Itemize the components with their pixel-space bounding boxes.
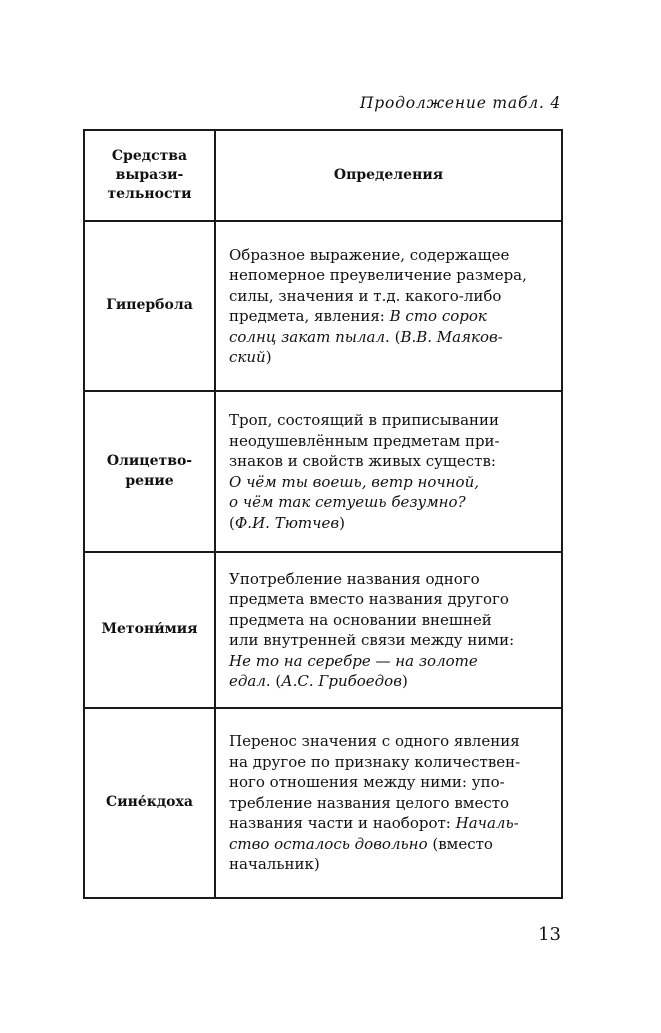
definition-text: начальник) bbox=[229, 855, 320, 874]
definition-cell bbox=[215, 552, 562, 708]
definition-line bbox=[229, 630, 553, 651]
example-quote-text: В.В. Маяков- bbox=[400, 327, 503, 346]
header-means-line: вырази- bbox=[115, 167, 184, 183]
definition-text: Троп, состоящий в приписывании bbox=[229, 411, 500, 429]
example-quote-text: Началь- bbox=[455, 814, 519, 833]
definition-text: ) bbox=[265, 348, 272, 366]
definition-line bbox=[229, 834, 553, 855]
definition-text: (вместо bbox=[427, 834, 493, 853]
definition-text: . ( bbox=[265, 672, 282, 690]
definition-line bbox=[229, 245, 553, 266]
definition-text: Употребление названия одного bbox=[229, 569, 480, 588]
definition-text: предмета на основании внешней bbox=[229, 610, 492, 629]
definition-line bbox=[229, 431, 553, 452]
term-name: рение bbox=[125, 472, 174, 489]
definition-line bbox=[229, 610, 553, 631]
term-name: Метони́мия bbox=[101, 621, 198, 638]
definition-text: знаков и свойств живых существ: bbox=[229, 452, 496, 470]
definition-line bbox=[229, 589, 553, 610]
table-row bbox=[84, 552, 562, 708]
definition-line bbox=[229, 752, 553, 773]
definition-line bbox=[229, 772, 553, 793]
definition-text: предмета, явления: bbox=[229, 307, 390, 325]
definition-text: Перенос значения с одного явления bbox=[229, 732, 520, 751]
definition-line bbox=[229, 327, 553, 348]
definition-text: Образное выражение, содержащее bbox=[229, 245, 510, 264]
header-means-line: Средства bbox=[111, 148, 188, 164]
definition-cell bbox=[215, 391, 562, 552]
definition-line bbox=[229, 472, 553, 493]
definition-text: силы, значения и т.д. какого-либо bbox=[229, 286, 502, 305]
definition-text: непомерное преувеличение размера, bbox=[229, 266, 527, 284]
definition-text: ного отношения между ними: упо- bbox=[229, 773, 505, 792]
table-header-row bbox=[84, 130, 562, 221]
definition-line bbox=[229, 492, 553, 513]
definition-text: . ( bbox=[385, 327, 401, 346]
terms-table bbox=[83, 129, 563, 899]
definition-line bbox=[229, 286, 553, 307]
definition-line bbox=[229, 813, 553, 834]
example-quote-text: о чём так сетуешь безумно? bbox=[229, 493, 466, 511]
term-cell bbox=[84, 552, 215, 708]
example-quote-text: Не то на серебре — на золоте bbox=[229, 651, 478, 670]
table-row bbox=[84, 221, 562, 391]
definition-line bbox=[229, 410, 553, 431]
definition-text: ) bbox=[401, 672, 408, 690]
definition-line bbox=[229, 347, 553, 368]
definition-cell bbox=[215, 708, 562, 898]
term-name: Гипербола bbox=[106, 297, 193, 314]
definition-text: названия части и наоборот: bbox=[229, 814, 456, 833]
example-quote-text: В сто сорок bbox=[389, 307, 487, 325]
example-quote-text: едал bbox=[229, 672, 266, 690]
example-quote-text: ство осталось довольно bbox=[229, 834, 428, 853]
definition-line bbox=[229, 569, 553, 590]
term-name: Олицетво- bbox=[106, 453, 193, 469]
term-cell bbox=[84, 708, 215, 898]
example-quote-text: А.С. Грибоедов bbox=[281, 672, 402, 690]
header-means-line: тельности bbox=[107, 186, 192, 202]
term-cell bbox=[84, 221, 215, 391]
example-quote-text: О чём ты воешь, ветр ночной, bbox=[229, 472, 480, 491]
definition-line bbox=[229, 451, 553, 472]
definition-line bbox=[229, 731, 553, 752]
page-number: 13 bbox=[538, 924, 561, 945]
example-quote-text: Ф.И. Тютчев bbox=[234, 513, 340, 532]
definition-line bbox=[229, 265, 553, 286]
definition-text: или внутренней связи между ними: bbox=[229, 631, 515, 649]
definition-line bbox=[229, 306, 553, 327]
example-quote-text: солнц закат пылал bbox=[229, 327, 386, 346]
header-definitions: Определения bbox=[215, 130, 562, 221]
definition-text: требление названия целого вместо bbox=[229, 793, 510, 812]
definition-text: ) bbox=[339, 513, 345, 532]
definition-text: неодушевлённым предметам при- bbox=[229, 431, 500, 450]
definition-line bbox=[229, 854, 553, 875]
definition-text: ( bbox=[229, 513, 235, 532]
table-row bbox=[84, 708, 562, 898]
term-cell bbox=[84, 391, 215, 552]
table-row bbox=[84, 391, 562, 552]
definition-line bbox=[229, 651, 553, 672]
example-quote-text: ский bbox=[229, 348, 266, 366]
term-name: Сине́кдоха bbox=[106, 794, 193, 811]
definition-line bbox=[229, 513, 553, 534]
table-continuation-caption: Продолжение табл. 4 bbox=[359, 94, 561, 112]
definition-text: на другое по признаку количествен- bbox=[229, 752, 521, 771]
definition-cell bbox=[215, 221, 562, 391]
definition-text: предмета вместо названия другого bbox=[229, 590, 509, 608]
definition-line bbox=[229, 671, 553, 692]
header-means bbox=[84, 130, 215, 221]
definition-line bbox=[229, 793, 553, 814]
